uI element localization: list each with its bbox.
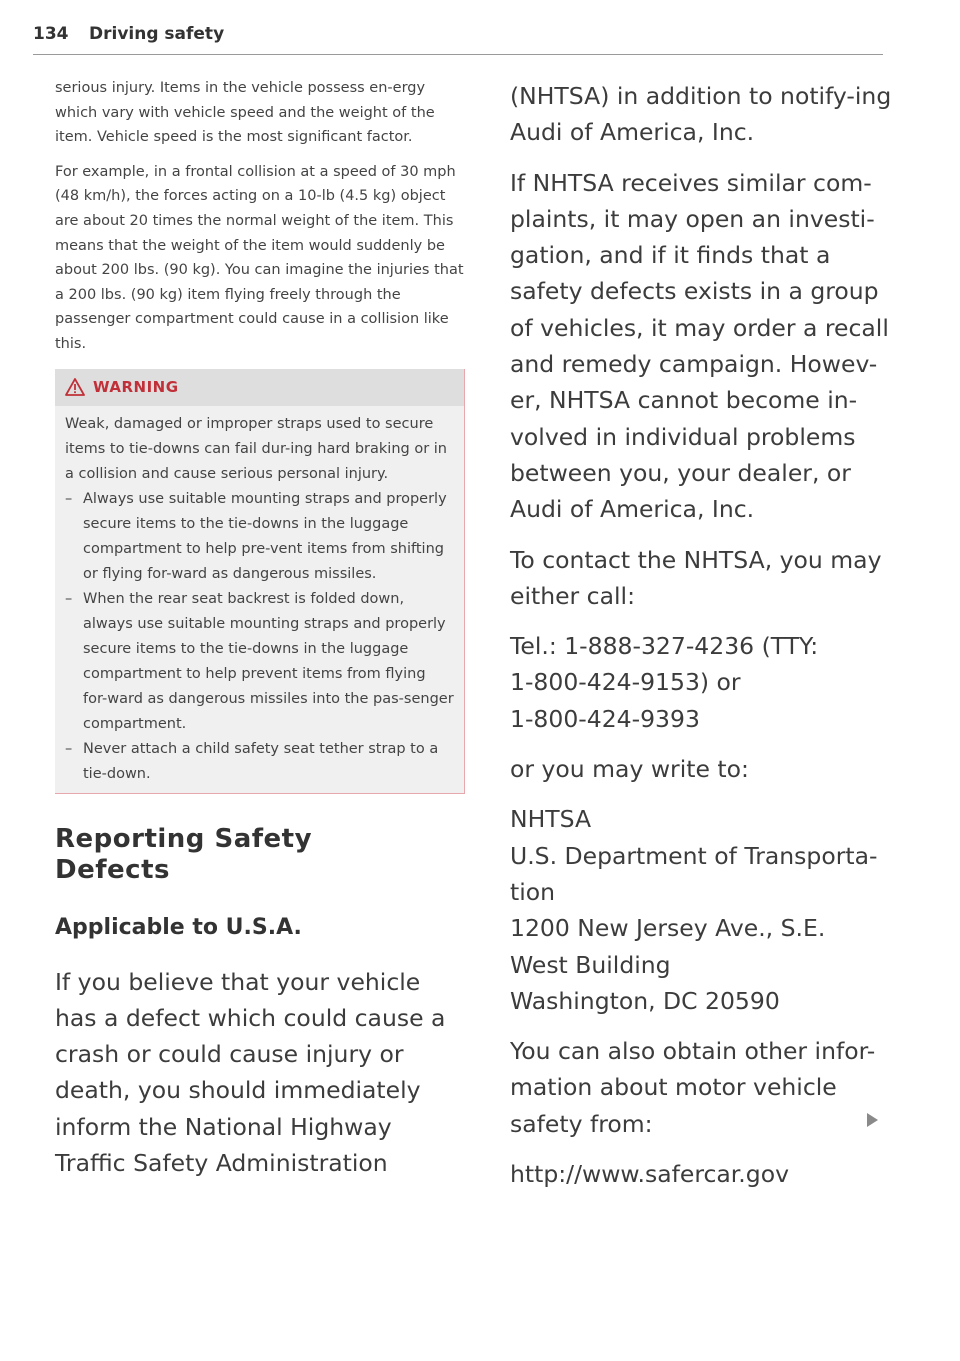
mailing-address [510,801,900,1019]
report-subtitle: Applicable to U.S.A. [55,914,302,940]
warning-triangle-icon [65,378,85,396]
warning-box [55,369,465,794]
warning-label: WARNING [93,378,179,397]
example-paragraph: For example, in a frontal collision at a speed of 30 mph (48 km/h), the forces acting on a 10-lb (4.5 kg) object are about 20 times the normal weight of the item. This means that the weight of the item would suddenly be about 200 lbs. (90 kg). You can imagine the injuries that a 200 lbs. (90 kg) item flying freely through the passenger compartment could cause in a collision like this. [55,163,464,352]
warning-intro: Weak, damaged or improper straps used to secure items to tie-downs can fail dur-ing hard braking or in a collision and cause serious personal injury. [65,415,447,482]
contact-paragraph: To contact the NHTSA, you may either call: [510,545,882,610]
warning-body [55,406,464,793]
right-column [510,78,900,1206]
warning-list [65,487,454,787]
address-line: U.S. Department of Transporta- [510,841,878,870]
address-line: West Building [510,950,671,979]
address-line: tion [510,877,556,906]
write-to-text: or you may write to: [510,755,749,784]
warning-item: – Always use suitable mounting straps and properly secure items to the tie-downs in the luggage compartment to help pre-vent items from shifting or flying for-ward as dangerous missiles. [65,487,454,587]
address-line: NHTSA [510,805,592,834]
warning-item: – Never attach a child safety seat tether strap to a tie-down. [65,737,454,787]
phone-line: 1-800-424-9153) or [510,668,741,697]
info-paragraph: You can also obtain other infor-mation about motor vehicle safety from: [510,1037,876,1138]
report-body: If you believe that your vehicle has a defect which could cause a crash or could cause injury or death, you should immediately inform the National Highway Traffic Safety Administration [55,967,446,1178]
phone-numbers [510,628,900,737]
recall-paragraph: If NHTSA receives similar com-plaints, it may open an investi-gation, and if it finds that a safety defects exists in a group of vehicles, it may order a recall and remedy campaign. Howev-er, NHTSA cannot become in-volved in individual problems between you, your dealer, or Audi of America, Inc. [510,168,889,524]
warning-item: – When the rear seat backrest is folded down, always use suitable mounting straps and properly secure items to the tie-downs in the luggage compartment to help prevent items from flying for-ward as dangerous missiles into the pas-senger compartment. [65,587,454,737]
page-header [33,24,883,55]
phone-line: Tel.: 1-888-327-4236 (TTY: [510,632,819,661]
nhtsa-paragraph: (NHTSA) in addition to notify-ing Audi of America, Inc. [510,82,892,147]
section-title: Driving safety [89,24,225,44]
continue-arrow-icon [866,1112,879,1128]
phone-line: 1-800-424-9393 [510,704,700,733]
page-number: 134 [33,24,69,44]
report-title [55,824,465,886]
warning-header [55,369,464,406]
address-line: Washington, DC 20590 [510,986,780,1015]
website-url[interactable]: http://www.safercar.gov [510,1160,789,1189]
report-title-line1: Reporting Safety [55,823,313,854]
address-line: 1200 New Jersey Ave., S.E. [510,914,826,943]
left-column [55,76,465,1181]
report-title-line2: Defects [55,854,170,885]
intro-paragraph: serious injury. Items in the vehicle possess en-ergy which vary with vehicle speed and the weight of the item. Vehicle speed is the most significant factor. [55,80,435,146]
